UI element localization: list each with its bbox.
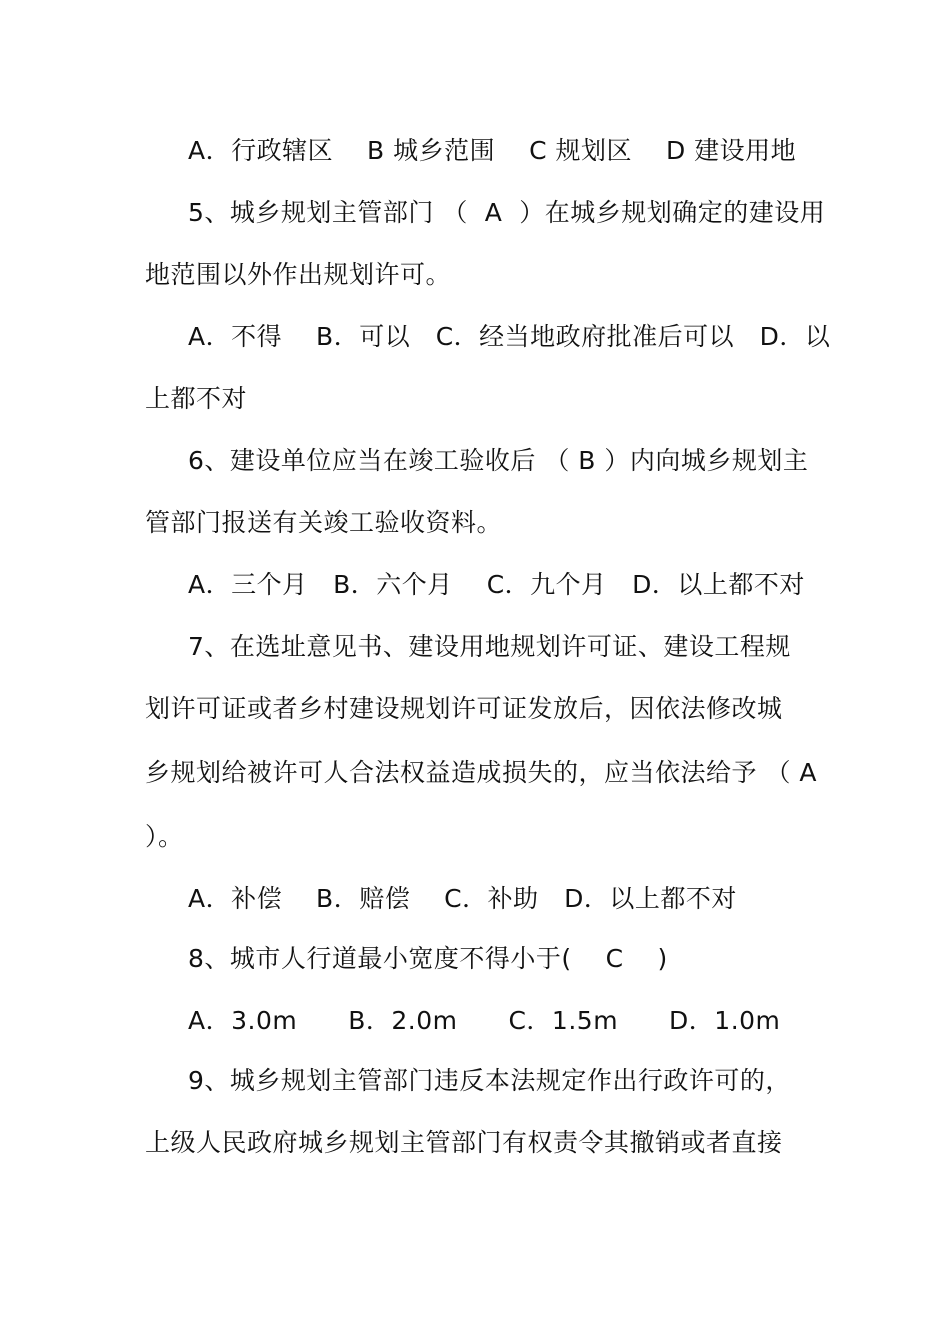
question-5-continued: 地范围以外作出规划许可。 xyxy=(145,260,452,289)
option-line-q5-continued: 上都不对 xyxy=(145,384,248,413)
question-7: 7、在选址意见书、建设用地规划许可证、建设工程规 xyxy=(188,632,791,661)
question-7-continued-3: ）。 xyxy=(145,822,184,851)
option-line-q4: A．行政辖区 B 城乡范围 C 规划区 D 建设用地 xyxy=(188,136,797,165)
option-line-q6: A．三个月 B．六个月 C．九个月 D．以上都不对 xyxy=(188,570,805,599)
question-9-continued: 上级人民政府城乡规划主管部门有权责令其撤销或者直接 xyxy=(145,1128,783,1157)
question-8: 8、城市人行道最小宽度不得小于( C ) xyxy=(188,944,668,973)
option-line-q5: A．不得 B．可以 C．经当地政府批准后可以 D．以 xyxy=(188,322,831,351)
question-6: 6、建设单位应当在竣工验收后 （ B ）内向城乡规划主 xyxy=(188,446,809,475)
question-7-continued-1: 划许可证或者乡村建设规划许可证发放后，因依法修改城 xyxy=(145,694,783,723)
question-7-continued-2: 乡规划给被许可人合法权益造成损失的，应当依法给予 （ A xyxy=(145,758,817,787)
question-5: 5、城乡规划主管部门 （ A ）在城乡规划确定的建设用 xyxy=(188,198,826,227)
option-line-q7: A．补偿 B．赔偿 C．补助 D．以上都不对 xyxy=(188,884,737,913)
question-9: 9、城乡规划主管部门违反本法规定作出行政许可的， xyxy=(188,1066,791,1095)
option-line-q8: A．3.0m B．2.0m C．1.5m D．1.0m xyxy=(188,1006,781,1035)
question-6-continued: 管部门报送有关竣工验收资料。 xyxy=(145,508,503,537)
